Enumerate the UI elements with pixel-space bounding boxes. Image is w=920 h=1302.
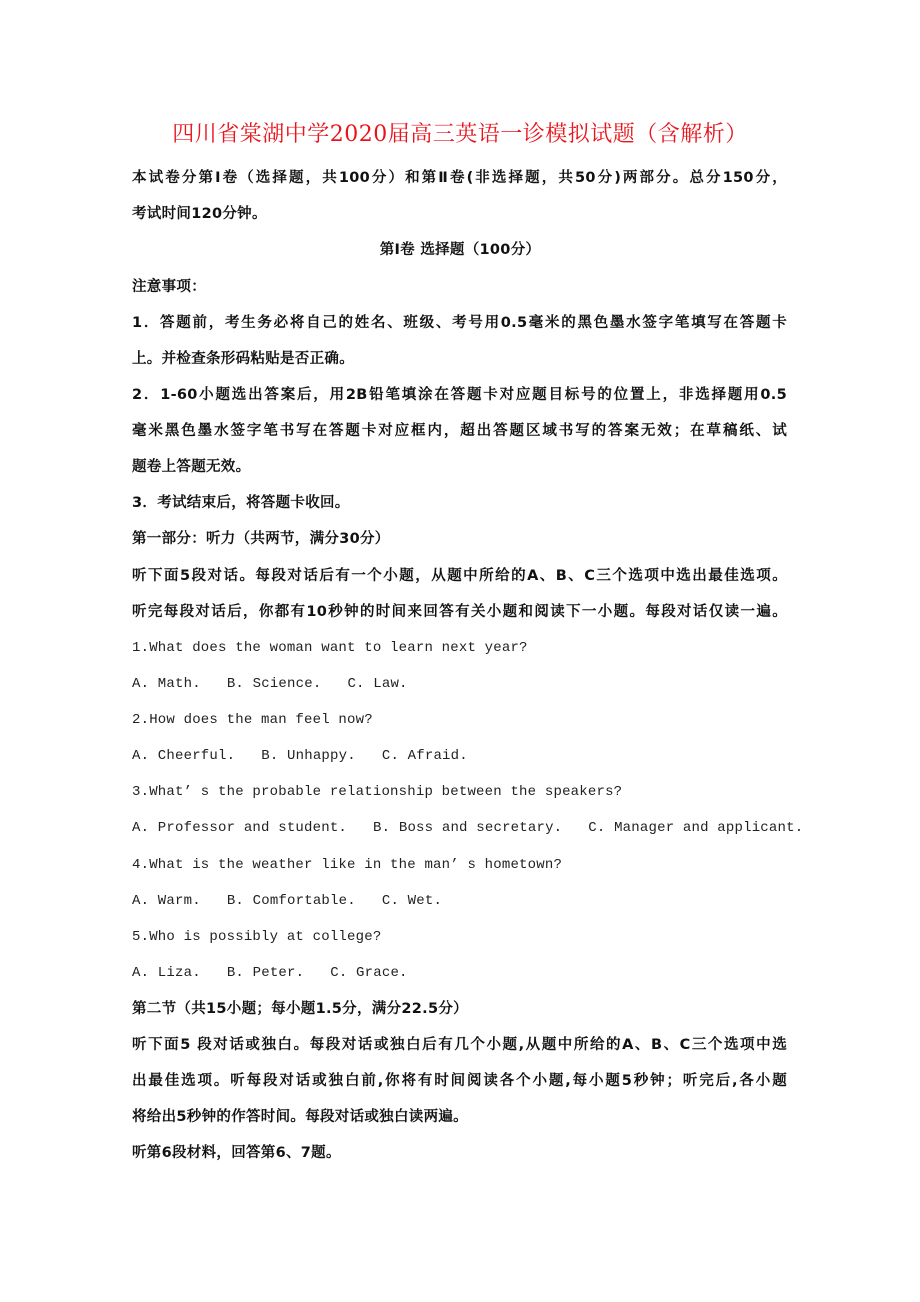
question-1-options	[132, 674, 812, 694]
section2-heading: 第二节（共15小题；每小题1.5分，满分22.5分）	[132, 1001, 468, 1017]
option-b: B. Science.	[226, 676, 322, 692]
option-a: A. Cheerful.	[132, 748, 236, 764]
intro-line-2: 考试时间120分钟。	[132, 206, 267, 222]
document-title: 四川省棠湖中学2020届高三英语一诊模拟试题（含解析）	[172, 122, 748, 147]
note-line-3: 2．1-60小题选出答案后，用2B铅笔填涂在答题卡对应题目标号的位置上，非选择题用0.5	[132, 387, 787, 403]
question-2: 2.How does the man feel now?	[132, 712, 373, 728]
option-c: C. Wet.	[381, 893, 443, 909]
option-c: C. Manager and applicant.	[588, 820, 804, 836]
option-c: C. Grace.	[330, 965, 408, 981]
option-b: B. Comfortable.	[226, 893, 356, 909]
question-5: 5.Who is possibly at college?	[132, 929, 382, 945]
question-5-options	[132, 963, 812, 983]
question-4-options	[132, 891, 812, 911]
note-line-4: 毫米黑色墨水签字笔书写在答题卡对应框内，超出答题区域书写的答案无效；在草稿纸、试	[132, 423, 787, 439]
question-4: 4.What is the weather like in the man’ s hometown?	[132, 857, 563, 873]
section2-instruction-2: 出最佳选项。听每段对话或独白前,你将有时间阅读各个小题,每小题5秒钟；听完后,各小题	[132, 1073, 787, 1089]
option-a: A. Math.	[132, 676, 201, 692]
intro-line-1: 本试卷分第Ⅰ卷（选择题，共100分）和第Ⅱ卷(非选择题，共50分)两部分。总分150分，	[132, 170, 787, 186]
part1-instruction-2: 听完每段对话后，你都有10秒钟的时间来回答有关小题和阅读下一小题。每段对话仅读一遍。	[132, 604, 787, 620]
section2-instruction-3: 将给出5秒钟的作答时间。每段对话或独白读两遍。	[132, 1109, 468, 1125]
note-line-2: 上。并检查条形码粘贴是否正确。	[132, 351, 354, 367]
option-c: C. Afraid.	[381, 748, 468, 764]
section2-instruction-1: 听下面5 段对话或独白。每段对话或独白后有几个小题,从题中所给的A、B、C三个选项中选	[132, 1037, 787, 1053]
note-line-5: 题卷上答题无效。	[132, 459, 251, 475]
question-3-options	[132, 818, 812, 838]
option-a: A. Professor and student.	[132, 820, 348, 836]
question-2-options	[132, 746, 812, 766]
notes-heading: 注意事项：	[132, 279, 206, 295]
option-b: B. Unhappy.	[261, 748, 356, 764]
question-3: 3.What’ s the probable relationship between the speakers?	[132, 784, 623, 800]
option-a: A. Warm.	[132, 893, 201, 909]
option-b: B. Boss and secretary.	[373, 820, 563, 836]
material-note: 听第6段材料，回答第6、7题。	[132, 1145, 341, 1161]
option-b: B. Peter.	[226, 965, 305, 981]
part1-instruction-1: 听下面5段对话。每段对话后有一个小题，从题中所给的A、B、C三个选项中选出最佳选项。	[132, 568, 787, 584]
note-line-6: 3．考试结束后，将答题卡收回。	[132, 495, 350, 511]
part1-heading: 第一部分：听力（共两节，满分30分）	[132, 531, 390, 547]
question-1: 1.What does the woman want to learn next year?	[132, 640, 528, 656]
note-line-1: 1．答题前，考生务必将自己的姓名、班级、考号用0.5毫米的黑色墨水签字笔填写在答题卡	[132, 315, 787, 331]
option-a: A. Liza.	[132, 965, 201, 981]
option-c: C. Law.	[347, 676, 408, 692]
section-title: 第Ⅰ卷 选择题（100分）	[379, 242, 541, 258]
